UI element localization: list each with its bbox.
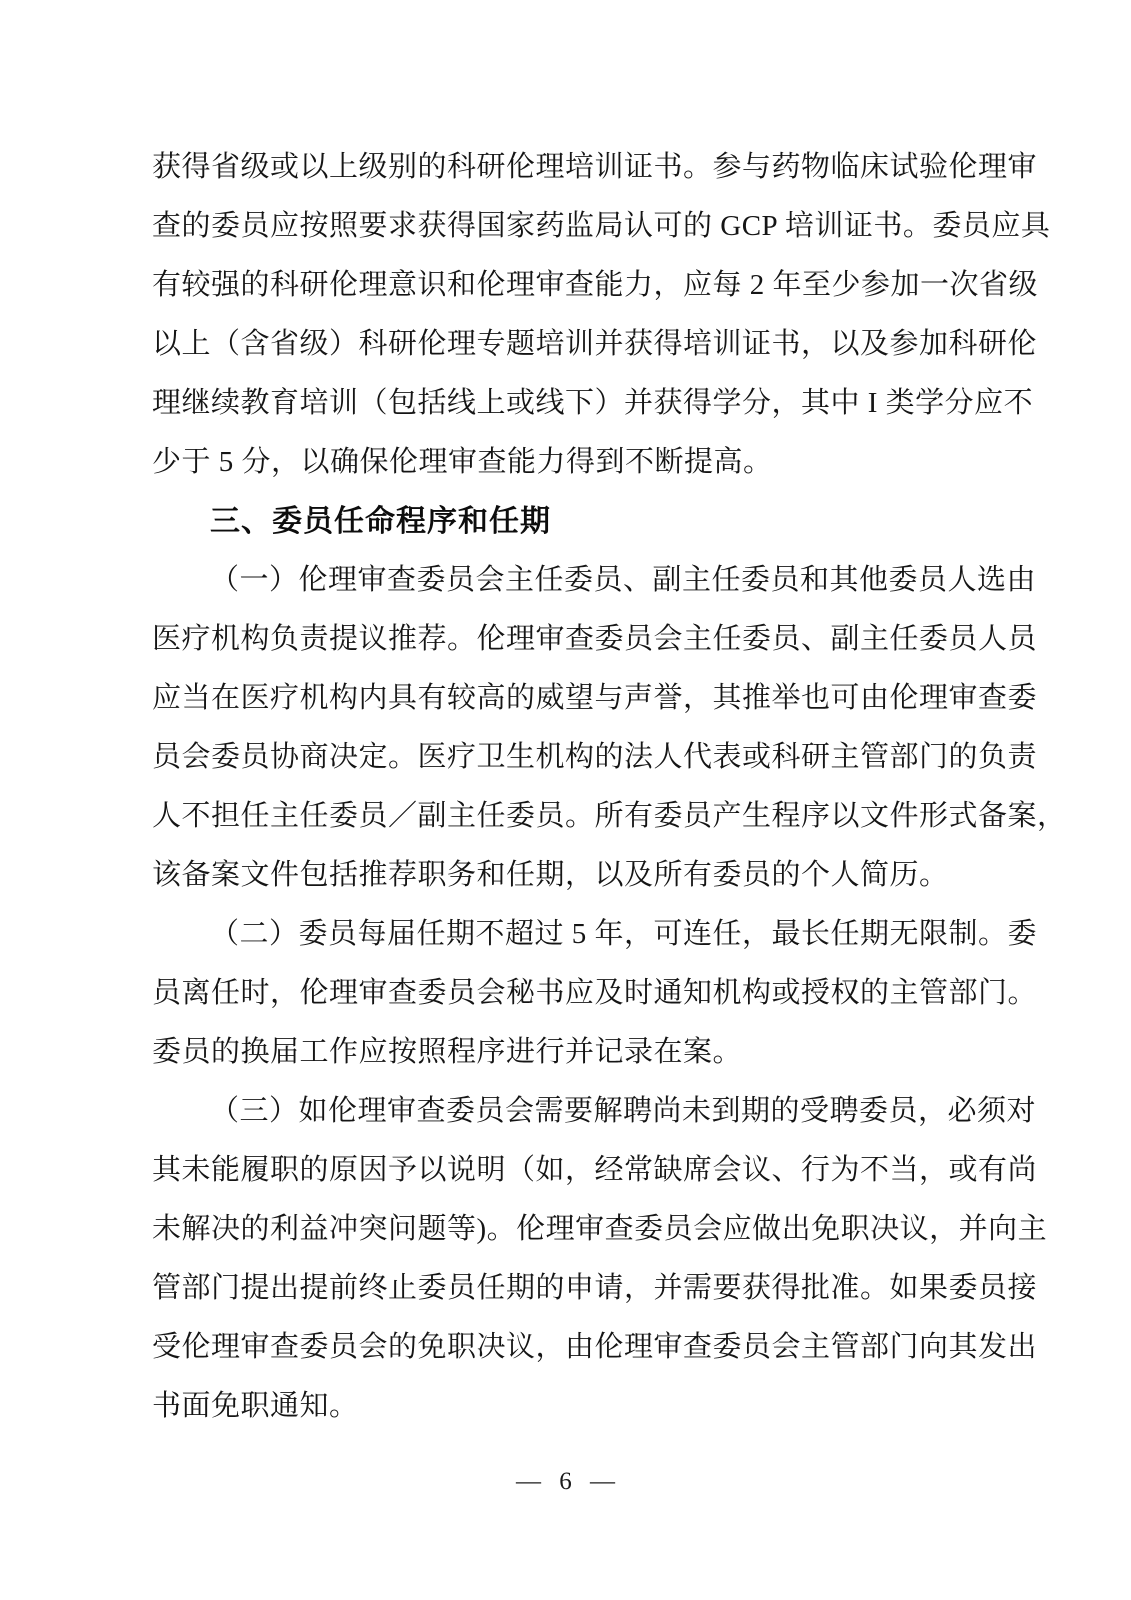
text-line: 其未能履职的原因予以说明（如，经常缺席会议、行为不当，或有尚 bbox=[152, 1154, 1038, 1186]
text-line: （二）委员每届任期不超过 5 年，可连任，最长任期无限制。委 bbox=[210, 918, 1038, 950]
paragraph bbox=[152, 551, 1067, 905]
text-line: 委员的换届工作应按照程序进行并记录在案。 bbox=[152, 1036, 743, 1068]
paragraph bbox=[152, 1082, 1048, 1436]
text-line: （三）如伦理审查委员会需要解聘尚未到期的受聘委员，必须对 bbox=[210, 1095, 1037, 1127]
text-line: 有较强的科研伦理意识和伦理审查能力，应每 2 年至少参加一次省级 bbox=[152, 269, 1039, 301]
text-line: 书面免职通知。 bbox=[152, 1390, 359, 1422]
text-line: 人不担任主任委员／副主任委员。所有委员产生程序以文件形式备案， bbox=[152, 800, 1067, 832]
text-column bbox=[152, 138, 1067, 1436]
text-line: 理继续教育培训（包括线上或线下）并获得学分，其中 I 类学分应不 bbox=[152, 387, 1034, 419]
text-line: 医疗机构负责提议推荐。伦理审查委员会主任委员、副主任委员人员 bbox=[152, 623, 1038, 655]
text-line: 未解决的利益冲突问题等)。伦理审查委员会应做出免职决议，并向主 bbox=[152, 1213, 1048, 1245]
text-line: 员会委员协商决定。医疗卫生机构的法人代表或科研主管部门的负责 bbox=[152, 741, 1038, 773]
paragraph bbox=[152, 138, 1051, 492]
text-line: 员离任时，伦理审查委员会秘书应及时通知机构或授权的主管部门。 bbox=[152, 977, 1038, 1009]
text-line: 获得省级或以上级别的科研伦理培训证书。参与药物临床试验伦理审 bbox=[152, 151, 1038, 183]
page-number: — 6 — bbox=[516, 1468, 615, 1495]
text-line: 该备案文件包括推荐职务和任期，以及所有委员的个人简历。 bbox=[152, 859, 949, 891]
text-line: 管部门提出提前终止委员任期的申请，并需要获得批准。如果委员接 bbox=[152, 1272, 1038, 1304]
text-line: 以上（含省级）科研伦理专题培训并获得培训证书，以及参加科研伦 bbox=[152, 328, 1038, 360]
section-heading: 三、委员任命程序和任期 bbox=[210, 505, 551, 538]
text-line: （一）伦理审查委员会主任委员、副主任委员和其他委员人选由 bbox=[210, 564, 1037, 596]
text-line: 查的委员应按照要求获得国家药监局认可的 GCP 培训证书。委员应具 bbox=[152, 210, 1051, 242]
text-line: 少于 5 分，以确保伦理审查能力得到不断提高。 bbox=[152, 446, 773, 478]
text-line: 应当在医疗机构内具有较高的威望与声誉，其推举也可由伦理审查委 bbox=[152, 682, 1038, 714]
paragraph bbox=[152, 905, 1038, 1082]
text-line: 受伦理审查委员会的免职决议，由伦理审查委员会主管部门向其发出 bbox=[152, 1331, 1038, 1363]
